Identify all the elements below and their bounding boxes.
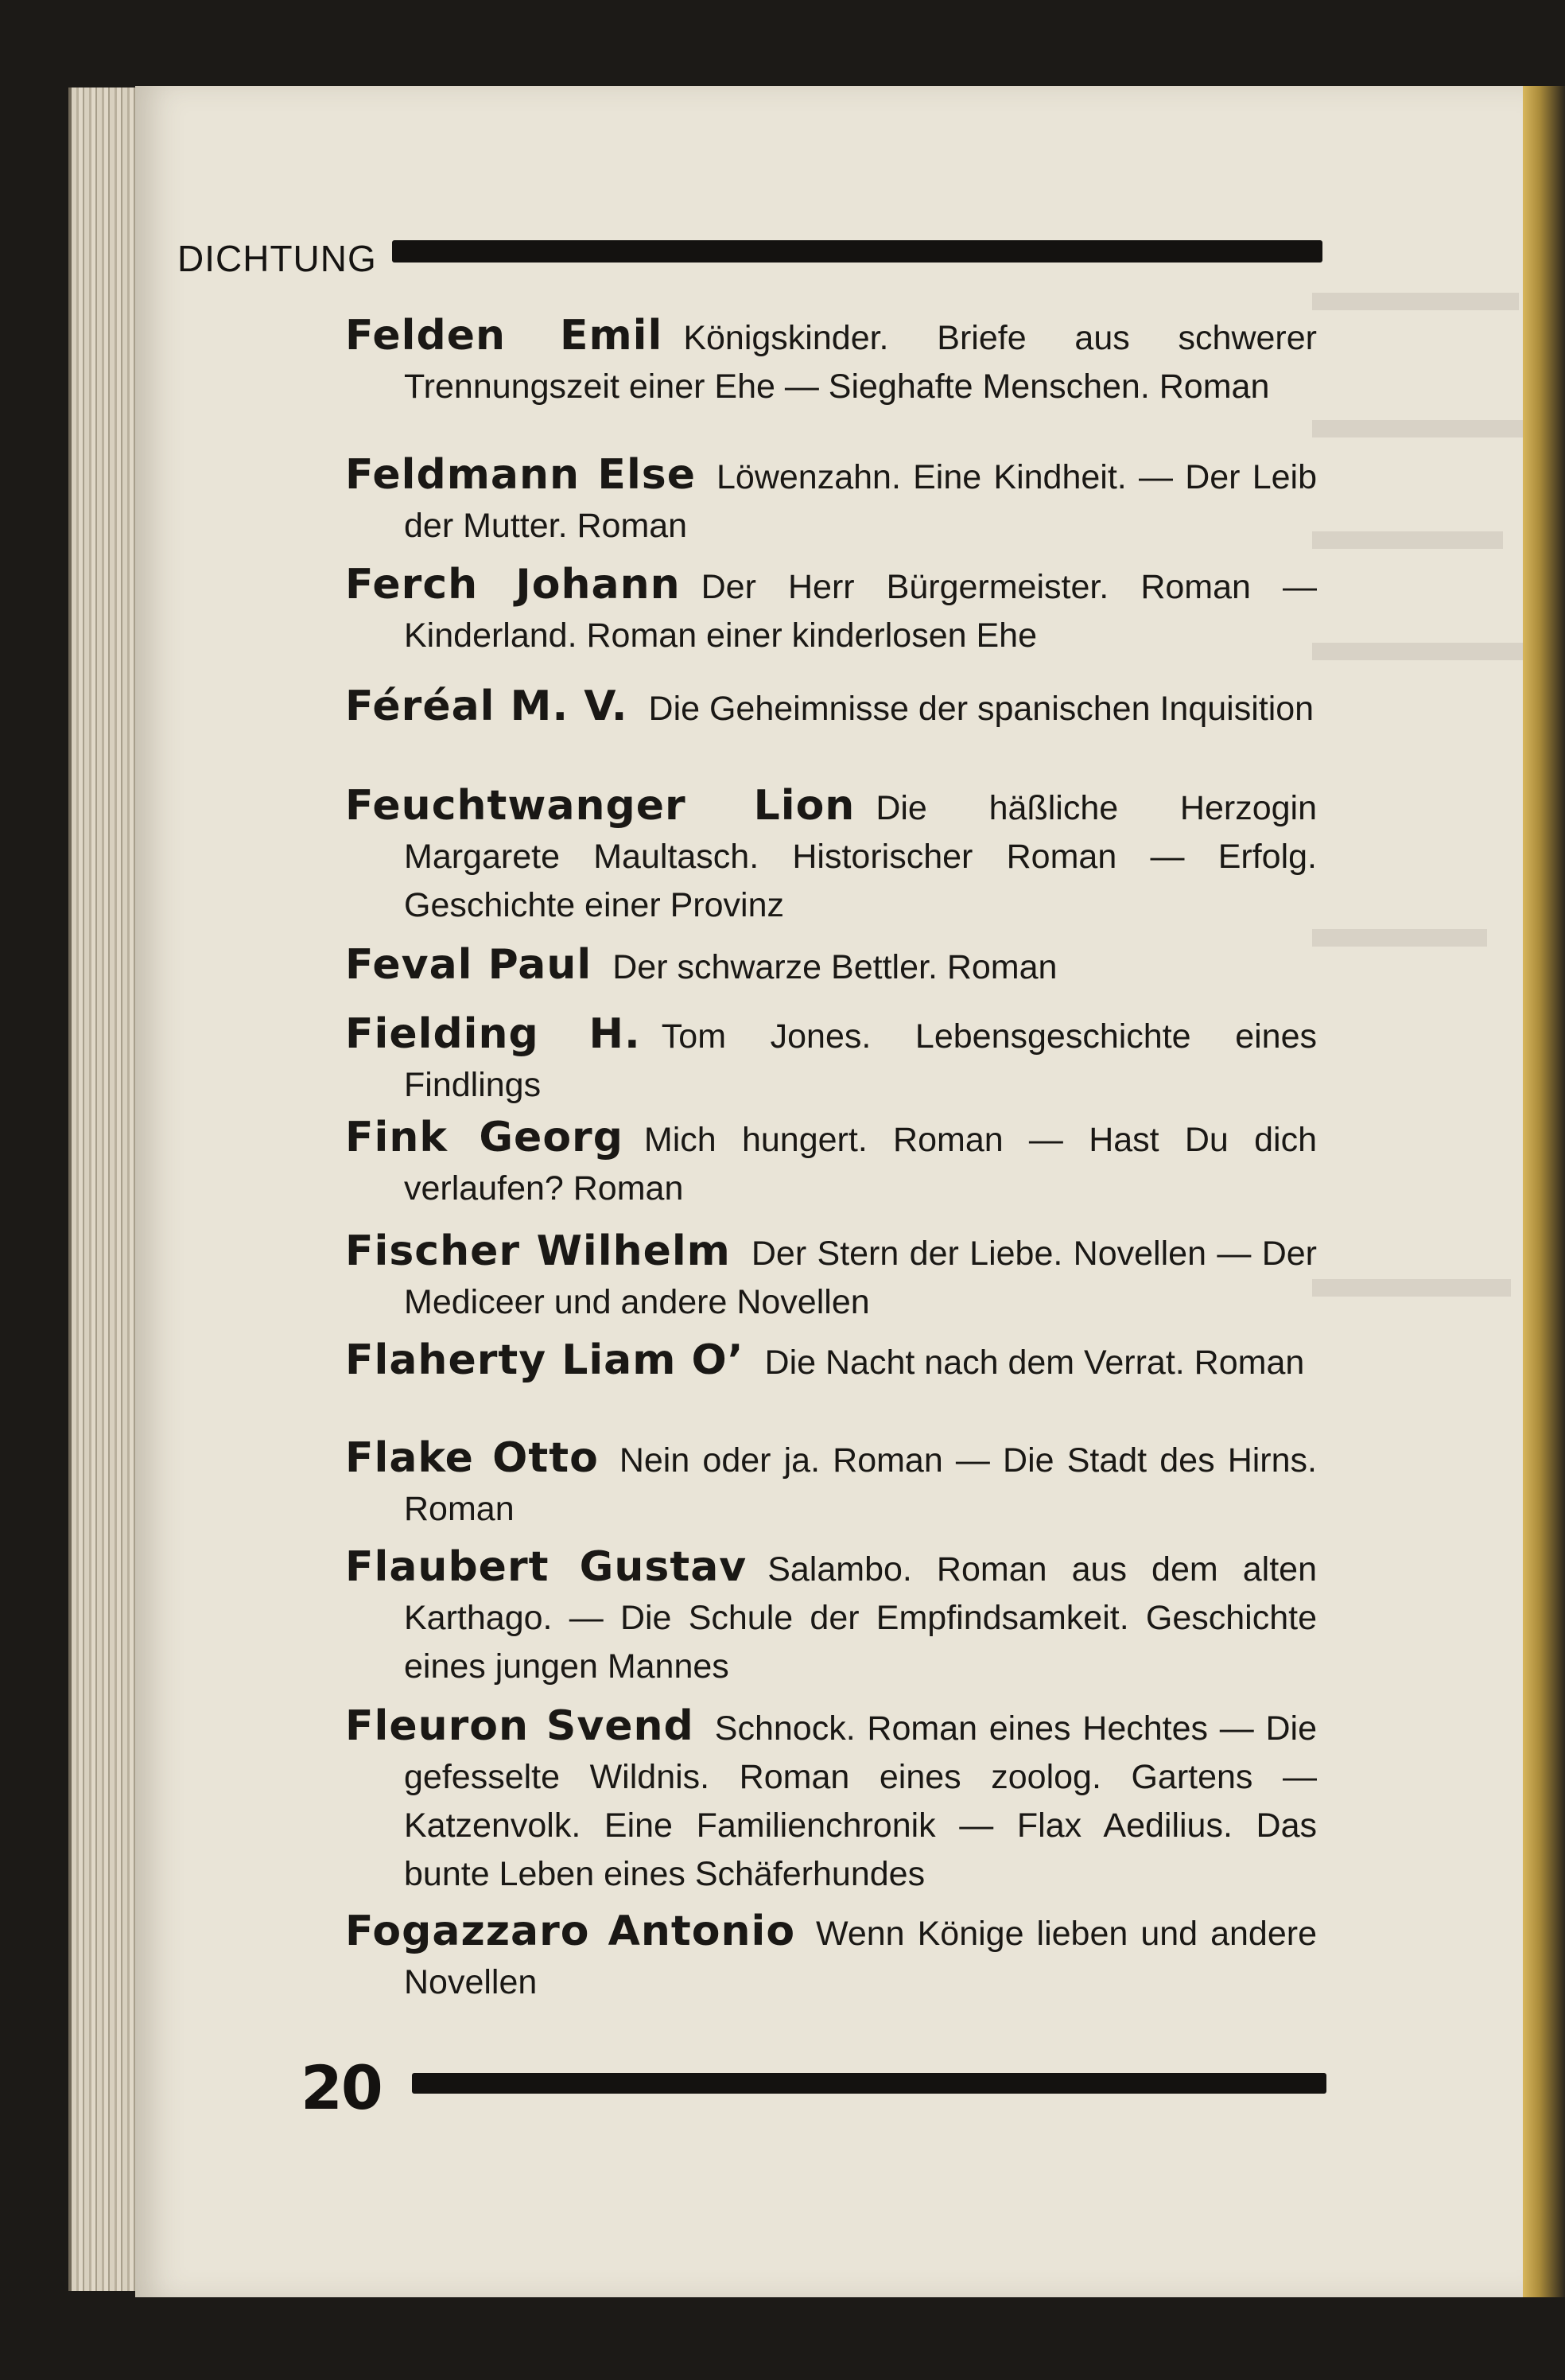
entry <box>345 941 1317 992</box>
entry-titles: Der schwarze Bettler. Roman <box>612 948 1058 986</box>
entry-titles: Salambo. Roman aus dem alten Karthago. — Die Schule der Empfindsamkeit. Geschichte eines jungen Mannes <box>404 1550 1317 1686</box>
page-number: 20 <box>301 2052 382 2123</box>
page-header <box>177 231 1322 278</box>
section-title: DICHTUNG <box>177 238 377 279</box>
entry <box>345 451 1318 550</box>
entry-author: Flake Otto <box>345 1434 599 1482</box>
header-rule <box>392 240 1322 262</box>
entry-author: Flaubert Gustav <box>345 1543 748 1591</box>
entry-titles: Die Geheimnisse der spanischen Inquisition <box>648 690 1315 728</box>
entry <box>345 1114 1317 1213</box>
entry-author: Fink Georg <box>345 1114 623 1161</box>
entry <box>345 1702 1317 1899</box>
entry-author: Feval Paul <box>345 941 592 989</box>
entry-titles: Der Herr Bürgermeister. Roman — Kinderland. Roman einer kinderlosen Ehe <box>404 568 1318 655</box>
entry-titles: Schnock. Roman eines Hechtes — Die gefesselte Wildnis. Roman eines zoolog. Gartens — Katzenvolk. Eine Familienchronik — Flax Aedilius. Das bunte Leben eines Schäferhundes <box>404 1709 1317 1893</box>
entry <box>345 561 1318 660</box>
entry <box>345 682 1317 733</box>
entry-author: Féréal M. V. <box>345 682 628 730</box>
entry-titles: Königskinder. Briefe aus schwerer Trennungszeit einer Ehe — Sieghafte Menschen. Roman <box>404 319 1317 406</box>
entry-titles: Die Nacht nach dem Verrat. Roman <box>764 1344 1305 1382</box>
entry-titles: Nein oder ja. Roman — Die Stadt des Hirns. Roman <box>404 1441 1317 1528</box>
entry-author: Feldmann Else <box>345 451 696 499</box>
entry-titles: Die häßliche Herzogin Margarete Maultasch. Historischer Roman — Erfolg. Geschichte einer Provinz <box>404 789 1318 924</box>
entry-author: Flaherty Liam O’ <box>345 1336 744 1384</box>
entry <box>345 1543 1317 1691</box>
entry <box>345 1227 1317 1327</box>
entry <box>345 782 1318 930</box>
book-cover-edge <box>1523 86 1565 2297</box>
entry <box>345 1908 1317 2007</box>
entry <box>345 312 1317 411</box>
page-footer <box>301 2052 1326 2123</box>
entry-titles: Der Stern der Liebe. Novellen — Der Mediceer und andere Novellen <box>404 1235 1317 1321</box>
entry <box>345 1336 1317 1387</box>
entry-titles: Löwenzahn. Eine Kindheit. — Der Leib der Mutter. Roman <box>404 458 1318 545</box>
entry <box>345 1434 1317 1534</box>
footer-rule <box>412 2073 1326 2094</box>
entry-titles: Wenn Könige lieben und andere Novellen <box>404 1915 1317 2001</box>
entry-author: Fischer Wilhelm <box>345 1227 731 1275</box>
entry <box>345 1010 1317 1110</box>
entry-titles: Tom Jones. Lebensgeschichte eines Findlings <box>404 1017 1317 1104</box>
entry-author: Fielding H. <box>345 1010 641 1058</box>
entry-author: Fogazzaro Antonio <box>345 1908 796 1955</box>
entry-author: Felden Emil <box>345 312 663 360</box>
entry-titles: Mich hungert. Roman — Hast Du dich verlaufen? Roman <box>404 1121 1317 1208</box>
entry-author: Ferch Johann <box>345 561 681 609</box>
entry-author: Feuchtwanger Lion <box>345 782 856 830</box>
entry-author: Fleuron Svend <box>345 1702 694 1750</box>
